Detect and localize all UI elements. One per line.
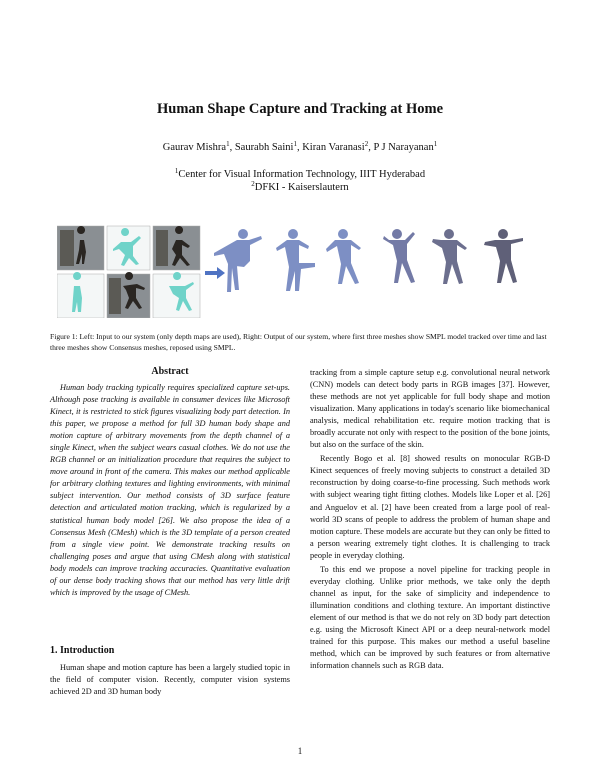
paper-title: Human Shape Capture and Tracking at Home (156, 101, 443, 117)
smpl-mesh-3 (326, 229, 361, 284)
introduction-body (50, 662, 290, 698)
affiliation-number: 1 (174, 167, 179, 175)
author-affiliation-mark: 2 (364, 140, 369, 148)
consensus-mesh-2 (432, 229, 467, 284)
author-affiliation-mark: 1 (433, 140, 438, 148)
body-paragraph: tracking from a simple capture setup e.g. convolutional neural network (CNN) models can detect body parts in RGB images [37]. However, these methods are not yet applicable for full body shape and motion visualization. Many applications in today's scenario like biomechanical analysis, medical rehabilitation etc. require motion tracking that is broadly accurate not only with respect to the position of the bone joints, but also on the surface of the skin. (310, 368, 550, 450)
output-meshes (214, 229, 523, 292)
affiliation-line (0, 168, 600, 181)
smpl-mesh-1 (214, 229, 262, 292)
affiliation-text: DFKI - Kaiserslautern (254, 182, 349, 193)
consensus-mesh-1 (383, 229, 415, 283)
arrow-right-icon (205, 267, 225, 279)
body-paragraph: To this end we propose a novel pipeline for tracking people in everyday clothing. Unlike prior methods, we take only the depth channel as input, for the sake of simplicity and independence to illumination conditions and clothing texture. An important distinctive element of our method is that we do not rely on 3D body part detection e.g. using the Microsoft Kinect API or a deep neural-network model trained for this purpose. This makes our method a useful baseline method, which can be improved by such features or from alternative information channels such as RGB data. (310, 564, 550, 671)
abstract-paragraph: Human body tracking typically requires specialized capture set-ups. Although pose tracking is available in consumer devices like Microsoft Kinect, it is restricted to stick figures visualizing body part detection. In this paper, we propose a method for full 3D human body shape and motion capture of arbitrary movements from the depth channel of a single Kinect, when the subject wears casual clothes. We do not use the RGB channel or an initialization procedure that requires the subject to move around in front of the camera. This makes our method applicable for arbitrary clothing textures and lighting environments, with minimal subject intervention. Our method consists of 3D surface feature detection and articulated motion tracking, which is regularized by a statistical human body model [26]. We also propose the idea of a Consensus Mesh (CMesh) which is the 3D template of a person created from a single view point. We demonstrate tracking results on challenging poses and argue that using CMesh along with statistical body models can improve tracking accuracies. Quantitative evaluation of our dense body tracking shows that our method has very little drift which is improved by the usage of CMesh. (50, 383, 290, 597)
right-column (310, 367, 550, 672)
teaser-figure (57, 222, 547, 318)
author-name: Gaurav Mishra (162, 142, 227, 153)
author-affiliation-mark: 1 (226, 140, 230, 148)
author-name: P J Narayanan (373, 142, 434, 153)
intro-paragraph: Human shape and motion capture has been a largely studied topic in the field of computer vision. Recently, computer vision systems achieved 2D and 3D human body (50, 663, 290, 697)
abstract-body (50, 382, 290, 599)
figure-caption: Figure 1: Left: Input to our system (only depth maps are used), Right: Output of our system, where first three meshes show SMPL model tracked over time and last three meshes show Consensus meshes, reposed using SMPL. (50, 332, 547, 353)
author-list: Gaurav Mishra$^1$, Saurabh Saini$^1$, Kiran Varanasi$^2$, P J Narayanan$^1$ (162, 140, 438, 153)
affiliation-number: 2 (251, 180, 255, 188)
section-heading-introduction: 1. Introduction (50, 645, 115, 656)
author-name: Kiran Varanasi (302, 142, 365, 153)
author-name: Saurabh Saini (234, 142, 294, 153)
consensus-mesh-3 (484, 229, 523, 283)
affiliation-text: Center for Visual Information Technology, IIIT Hyderabad (178, 169, 426, 180)
author-affiliation-mark: 1 (293, 140, 297, 148)
smpl-mesh-2 (276, 229, 315, 291)
body-paragraph: Recently Bogo et al. [8] showed results on monocular RGB-D Kinect sequences of freely moving subjects to construct a detailed 3D reconstruction by doing coarse-to-fine processing. Such methods work with subject wearing tight fitting clothes. Models like Loper et al. [26] and Anguelov et al. [2] have been created from a large pool of real-world 3D scans of people to address the problem of human shape and motion capture. These models are accurate but they can only be fitted to a person wearing extremely tight clothes. It is challenging to track people in everyday clothing. (310, 454, 550, 560)
page-number: 1 (297, 746, 303, 756)
input-thumbnails (57, 226, 200, 318)
affiliation-line (0, 181, 600, 194)
affiliation-block (0, 168, 600, 194)
abstract-heading: Abstract (151, 366, 189, 377)
